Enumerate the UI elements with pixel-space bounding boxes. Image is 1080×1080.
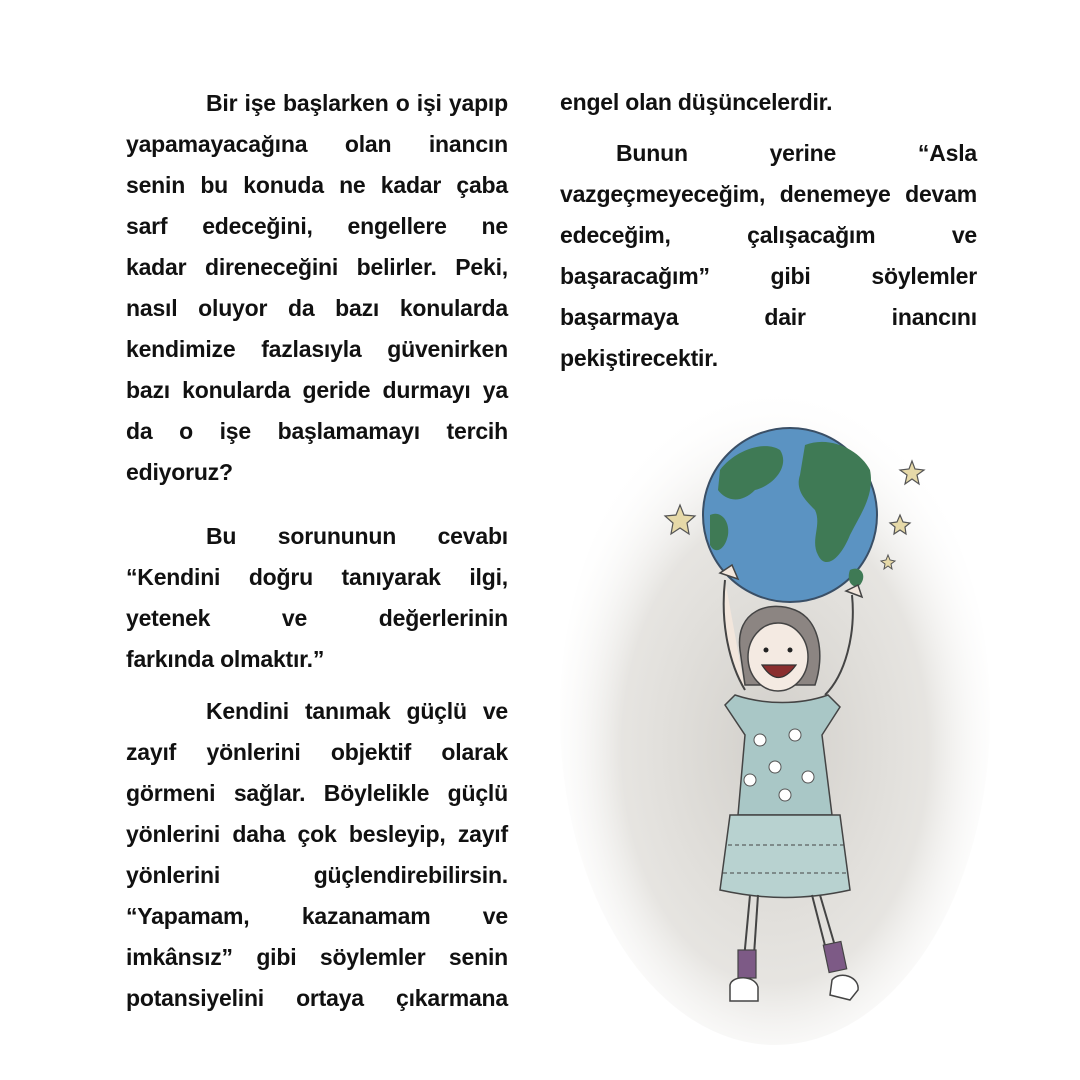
word: güçlü — [406, 698, 467, 724]
word: doğru — [248, 564, 313, 590]
word: ne — [481, 213, 508, 239]
word: tanıyarak — [341, 564, 441, 590]
word: cevabı — [437, 523, 508, 549]
text-line — [126, 83, 508, 124]
word: görmeni — [126, 780, 216, 806]
text-line — [126, 896, 508, 937]
word: potansiyelini — [126, 985, 264, 1011]
text-line — [126, 288, 508, 329]
word: işe — [244, 90, 276, 116]
word: yetenek — [126, 605, 211, 631]
word: daha — [232, 821, 286, 847]
word: “Asla — [917, 140, 977, 166]
word: da — [287, 295, 315, 321]
word: ve — [482, 903, 508, 929]
word: olan — [344, 131, 392, 157]
word: o — [179, 418, 193, 444]
word: yönlerini — [206, 739, 301, 765]
text-line — [126, 370, 508, 411]
text-line — [126, 937, 508, 978]
word: kazanamam — [301, 903, 431, 929]
word: çıkarmana — [395, 985, 508, 1011]
text-line — [126, 557, 508, 598]
word: fazlasıyla — [261, 336, 362, 362]
text-line — [126, 978, 508, 1019]
word: Bu — [206, 523, 237, 549]
word: konularda — [399, 295, 508, 321]
word: dair — [764, 304, 806, 330]
text-line — [126, 329, 508, 370]
word: bu — [200, 172, 229, 198]
word: söylemler — [871, 263, 977, 289]
word: oluyor — [198, 295, 268, 321]
word: başlamamayı — [277, 418, 420, 444]
word: ve — [281, 605, 308, 631]
word: güçlü — [447, 780, 508, 806]
word: edeceğim, — [560, 222, 671, 248]
word: senin — [448, 944, 508, 970]
text-line: pekiştirecektir. — [560, 345, 718, 371]
word: değerlerinin — [378, 605, 508, 631]
word: çok — [297, 821, 337, 847]
word: güvenirken — [387, 336, 508, 362]
word: devam — [905, 181, 977, 207]
word: zayıf — [126, 739, 177, 765]
text-line: engel olan düşüncelerdir. — [560, 89, 833, 115]
text-line — [126, 732, 508, 773]
word: imkânsız” — [126, 944, 233, 970]
text-line — [126, 247, 508, 288]
word: güçlendirebilirsin. — [313, 862, 508, 888]
word: nasıl — [126, 295, 178, 321]
text-line — [126, 124, 508, 165]
word: kadar — [380, 172, 442, 198]
text-line — [560, 174, 977, 215]
word: sarf — [126, 213, 168, 239]
text-line — [126, 411, 508, 452]
text-line: ediyoruz? — [126, 459, 233, 485]
word: da — [126, 418, 153, 444]
word: bazı — [126, 377, 170, 403]
girl-holding-globe-illustration — [560, 395, 1000, 1055]
word: başlarken — [283, 90, 389, 116]
word: işi — [416, 90, 442, 116]
girl-head — [740, 606, 820, 691]
word: senin — [126, 172, 186, 198]
word: direneceğini — [204, 254, 339, 280]
word: zayıf — [457, 821, 508, 847]
text-line — [560, 256, 977, 297]
word: Bir — [206, 90, 238, 116]
text-line — [126, 855, 508, 896]
word: başaracağım” — [560, 263, 710, 289]
word: engellere — [347, 213, 447, 239]
word: başarmaya — [560, 304, 679, 330]
word: kendimize — [126, 336, 236, 362]
word: edeceğini, — [202, 213, 313, 239]
word: tanımak — [304, 698, 391, 724]
word: yerine — [769, 140, 837, 166]
word: sağlar. — [233, 780, 306, 806]
word: yönlerini — [126, 862, 221, 888]
word: Bunun — [616, 140, 688, 166]
word: işe — [219, 418, 251, 444]
text-line — [126, 773, 508, 814]
word: gibi — [770, 263, 811, 289]
word: belirler. — [356, 254, 437, 280]
text-line — [126, 814, 508, 855]
word: çalışacağım — [747, 222, 876, 248]
word: ve — [482, 698, 508, 724]
word: besleyip, — [348, 821, 446, 847]
text-line — [126, 206, 508, 247]
word: “Kendini — [126, 564, 221, 590]
word: ya — [482, 377, 508, 403]
word: objektif — [330, 739, 412, 765]
word: konuda — [243, 172, 324, 198]
word: çaba — [456, 172, 508, 198]
word: “Yapamam, — [126, 903, 250, 929]
word: Kendini — [206, 698, 289, 724]
word: olarak — [441, 739, 508, 765]
word: ortaya — [296, 985, 364, 1011]
word: vazgeçmeyeceğim, — [560, 181, 766, 207]
word: söylemler — [319, 944, 426, 970]
word: yönlerini — [126, 821, 221, 847]
word: inancın — [428, 131, 508, 157]
word: sorununun — [277, 523, 397, 549]
text-line — [560, 215, 977, 256]
word: o — [395, 90, 410, 116]
word: ilgi, — [469, 564, 508, 590]
text-line — [560, 297, 977, 338]
text-line: farkında olmaktır.” — [126, 646, 325, 672]
word: ne — [339, 172, 366, 198]
word: gibi — [256, 944, 297, 970]
text-line — [560, 133, 977, 174]
word: Böylelikle — [323, 780, 430, 806]
word: geride — [302, 377, 371, 403]
word: tercih — [446, 418, 508, 444]
word: inancını — [891, 304, 977, 330]
word: yapamayacağına — [126, 131, 308, 157]
word: ve — [951, 222, 977, 248]
word: denemeye — [779, 181, 891, 207]
word: durmayı — [382, 377, 471, 403]
text-line — [126, 516, 508, 557]
word: yapıp — [448, 90, 508, 116]
text-line — [126, 598, 508, 639]
word: konularda — [182, 377, 291, 403]
text-line — [126, 165, 508, 206]
text-line — [126, 691, 508, 732]
word: bazı — [335, 295, 380, 321]
word: Peki, — [455, 254, 508, 280]
word: kadar — [126, 254, 187, 280]
